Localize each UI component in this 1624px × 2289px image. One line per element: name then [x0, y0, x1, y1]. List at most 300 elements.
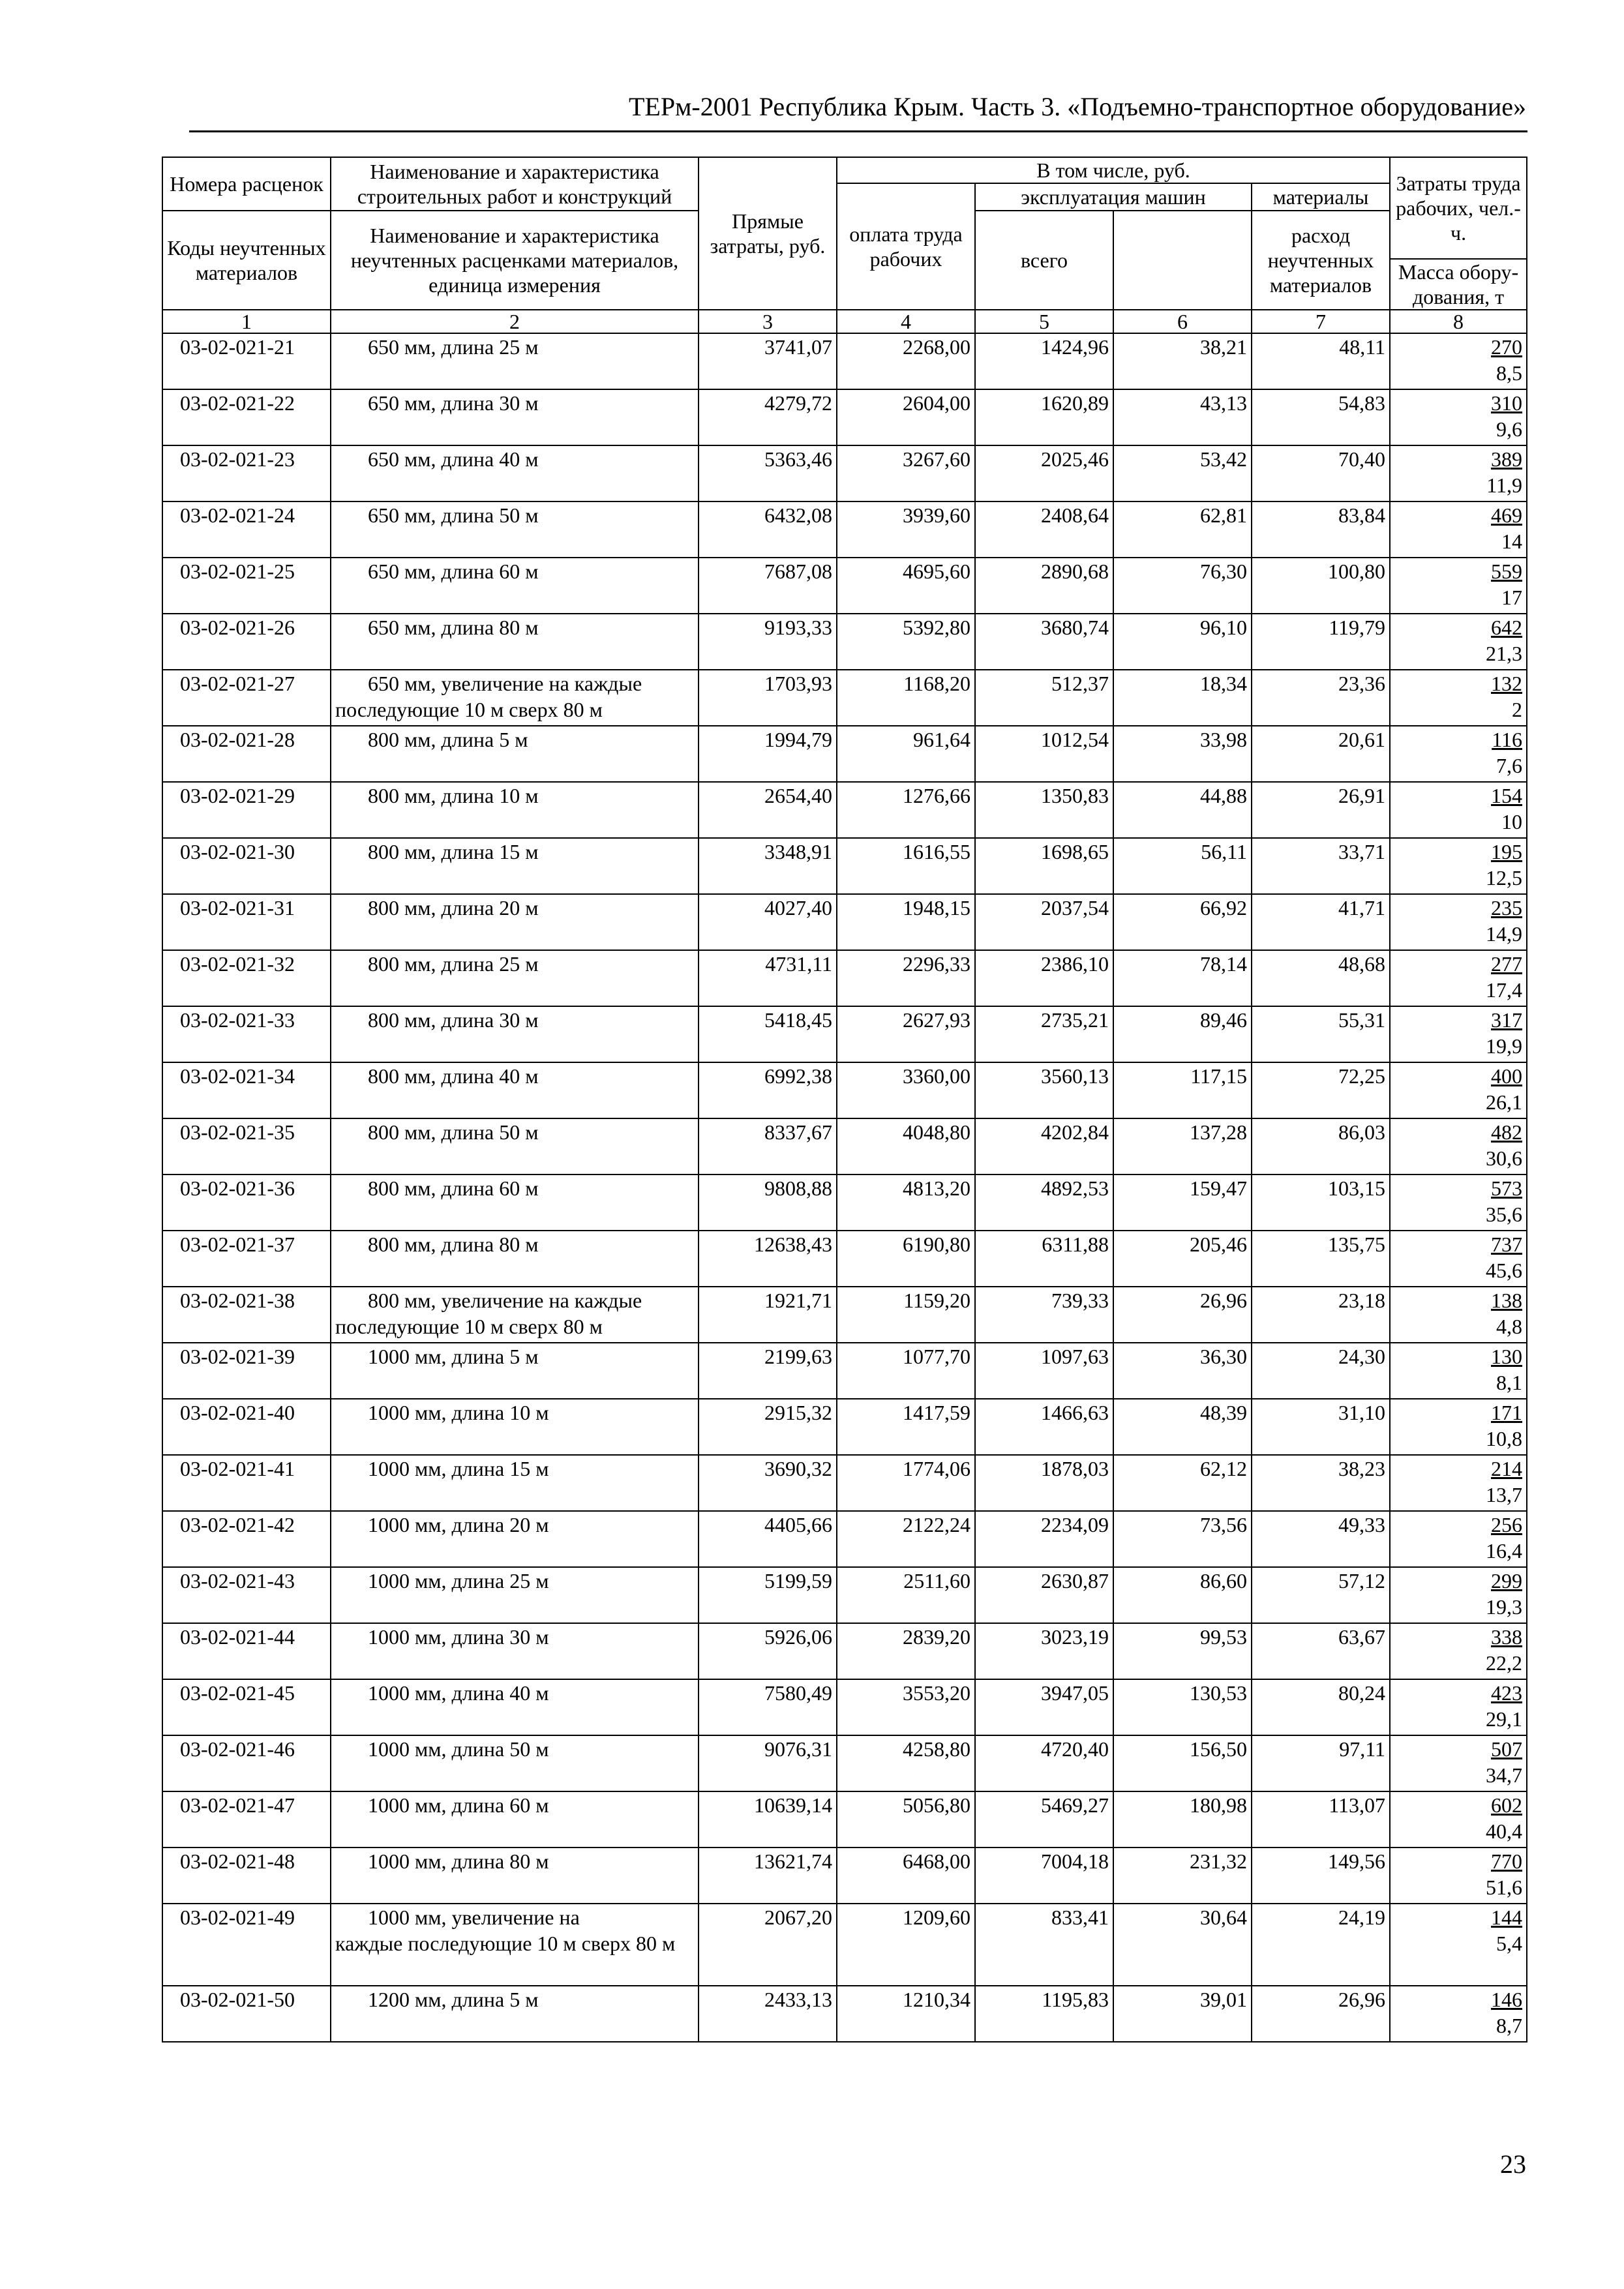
table-row	[162, 1343, 1527, 1399]
equipment-mass: 17	[1501, 586, 1523, 609]
worker-wages-cell: 1948,15	[837, 894, 975, 950]
worker-wages-cell: 2268,00	[837, 333, 975, 389]
rate-code: 03-02-021-41	[162, 1455, 331, 1511]
rate-code: 03-02-021-24	[162, 501, 331, 558]
worker-wages-cell: 3553,20	[837, 1679, 975, 1735]
machines-total-cell: 3560,13	[975, 1062, 1113, 1118]
column-numbers-row	[162, 310, 1527, 333]
equipment-mass: 12,5	[1486, 866, 1523, 890]
page-number: 23	[1500, 2149, 1526, 2179]
machines-total-cell: 1698,65	[975, 838, 1113, 894]
header-worker-wages: оплата труда рабочих	[837, 183, 975, 310]
materials-cell: 24,19	[1252, 1904, 1390, 1986]
worker-wages-cell: 3360,00	[837, 1062, 975, 1118]
equipment-mass: 10	[1501, 810, 1523, 833]
work-description-text: 800 мм, длина 20 м	[368, 896, 539, 920]
labor-mass-cell	[1390, 333, 1527, 389]
labor-hours: 132	[1491, 672, 1523, 695]
work-description	[331, 501, 699, 558]
table-row	[162, 1287, 1527, 1343]
labor-mass-cell	[1390, 894, 1527, 950]
work-description-text: 650 мм, увеличение на каждые	[368, 672, 642, 695]
labor-hours: 146	[1491, 1988, 1523, 2011]
direct-costs-cell: 8337,67	[699, 1118, 837, 1174]
labor-hours: 770	[1491, 1849, 1523, 1873]
machines-total-cell: 5469,27	[975, 1791, 1113, 1848]
labor-hours: 317	[1491, 1008, 1523, 1032]
machines-total-cell: 2890,68	[975, 558, 1113, 614]
machinist-wages-cell: 66,92	[1113, 894, 1252, 950]
work-description-text: 1000 мм, длина 5 м	[368, 1345, 539, 1368]
direct-costs-cell: 9808,88	[699, 1174, 837, 1231]
machinist-wages-cell: 76,30	[1113, 558, 1252, 614]
materials-cell: 119,79	[1252, 614, 1390, 670]
machines-total-cell: 1466,63	[975, 1399, 1113, 1455]
column-number: 7	[1252, 310, 1390, 333]
direct-costs-cell: 4405,66	[699, 1511, 837, 1567]
labor-mass-cell	[1390, 1679, 1527, 1735]
machinist-wages-cell: 180,98	[1113, 1791, 1252, 1848]
labor-mass-cell	[1390, 1904, 1527, 1986]
rate-code: 03-02-021-23	[162, 445, 331, 501]
work-description-text: 1000 мм, длина 60 м	[368, 1793, 549, 1817]
machinist-wages-cell: 159,47	[1113, 1174, 1252, 1231]
labor-hours: 310	[1491, 391, 1523, 415]
table-row	[162, 1399, 1527, 1455]
labor-mass-cell	[1390, 1174, 1527, 1231]
table-row	[162, 558, 1527, 614]
labor-mass-cell	[1390, 1986, 1527, 2042]
machines-total-cell: 4202,84	[975, 1118, 1113, 1174]
table-row	[162, 1006, 1527, 1062]
machines-total-cell: 1878,03	[975, 1455, 1113, 1511]
work-description	[331, 445, 699, 501]
labor-hours: 144	[1491, 1906, 1523, 1929]
labor-hours: 573	[1491, 1176, 1523, 1200]
table-row	[162, 1735, 1527, 1791]
rate-code: 03-02-021-34	[162, 1062, 331, 1118]
equipment-mass: 7,6	[1496, 754, 1523, 777]
equipment-mass: 29,1	[1486, 1707, 1523, 1731]
machines-total-cell: 2386,10	[975, 950, 1113, 1006]
worker-wages-cell: 1210,34	[837, 1986, 975, 2042]
materials-cell: 20,61	[1252, 726, 1390, 782]
work-description-text: 800 мм, длина 25 м	[368, 952, 539, 976]
labor-mass-cell	[1390, 1623, 1527, 1679]
labor-mass-cell	[1390, 558, 1527, 614]
materials-cell: 54,83	[1252, 389, 1390, 445]
labor-mass-cell	[1390, 1455, 1527, 1511]
work-description-text: 800 мм, длина 80 м	[368, 1233, 539, 1256]
machinist-wages-cell: 33,98	[1113, 726, 1252, 782]
work-description	[331, 1062, 699, 1118]
labor-mass-cell	[1390, 1791, 1527, 1848]
materials-cell: 24,30	[1252, 1343, 1390, 1399]
equipment-mass: 22,2	[1486, 1651, 1523, 1675]
equipment-mass: 8,7	[1496, 2014, 1523, 2037]
direct-costs-cell: 6992,38	[699, 1062, 837, 1118]
work-description-continuation: последующие 10 м сверх 80 м	[335, 698, 603, 721]
worker-wages-cell: 1077,70	[837, 1343, 975, 1399]
materials-cell: 86,03	[1252, 1118, 1390, 1174]
materials-cell: 57,12	[1252, 1567, 1390, 1623]
materials-cell: 70,40	[1252, 445, 1390, 501]
materials-cell: 41,71	[1252, 894, 1390, 950]
worker-wages-cell: 3939,60	[837, 501, 975, 558]
direct-costs-cell: 7580,49	[699, 1679, 837, 1735]
work-description-text: 800 мм, увеличение на каждые	[368, 1289, 642, 1312]
rate-code: 03-02-021-44	[162, 1623, 331, 1679]
running-header: ТЕРм-2001 Республика Крым. Часть 3. «Подъемно-транспортное оборудование»	[628, 92, 1526, 121]
machines-total-cell: 3947,05	[975, 1679, 1113, 1735]
header-work-name: Наименование и характеристика строительных работ и конструкций	[331, 157, 699, 211]
work-description	[331, 1511, 699, 1567]
table-row	[162, 501, 1527, 558]
rate-code: 03-02-021-46	[162, 1735, 331, 1791]
work-description-text: 650 мм, длина 50 м	[368, 503, 539, 527]
direct-costs-cell: 3741,07	[699, 333, 837, 389]
labor-mass-cell	[1390, 1287, 1527, 1343]
labor-hours: 299	[1491, 1569, 1523, 1593]
work-description	[331, 614, 699, 670]
equipment-mass: 26,1	[1486, 1090, 1523, 1114]
work-description-text: 650 мм, длина 60 м	[368, 560, 539, 583]
table-row	[162, 1623, 1527, 1679]
labor-hours: 195	[1491, 840, 1523, 863]
table-row	[162, 1511, 1527, 1567]
machines-total-cell: 1620,89	[975, 389, 1113, 445]
labor-mass-cell	[1390, 501, 1527, 558]
worker-wages-cell: 1159,20	[837, 1287, 975, 1343]
table-row	[162, 726, 1527, 782]
machinist-wages-cell: 43,13	[1113, 389, 1252, 445]
worker-wages-cell: 961,64	[837, 726, 975, 782]
labor-mass-cell	[1390, 950, 1527, 1006]
work-description	[331, 1848, 699, 1904]
machinist-wages-cell: 36,30	[1113, 1343, 1252, 1399]
rate-code: 03-02-021-50	[162, 1986, 331, 2042]
direct-costs-cell: 5926,06	[699, 1623, 837, 1679]
machinist-wages-cell: 18,34	[1113, 670, 1252, 726]
labor-hours: 482	[1491, 1120, 1523, 1144]
materials-cell: 80,24	[1252, 1679, 1390, 1735]
labor-hours: 338	[1491, 1625, 1523, 1649]
labor-hours: 469	[1491, 503, 1523, 527]
rate-code: 03-02-021-31	[162, 894, 331, 950]
column-number: 1	[162, 310, 331, 333]
header-material-codes: Коды неучтенных материалов	[162, 211, 331, 310]
rate-code: 03-02-021-29	[162, 782, 331, 838]
table-row	[162, 1848, 1527, 1904]
table-row	[162, 1118, 1527, 1174]
machines-total-cell: 4892,53	[975, 1174, 1113, 1231]
price-table	[162, 157, 1527, 2042]
header-rule	[189, 130, 1527, 132]
rate-code: 03-02-021-26	[162, 614, 331, 670]
direct-costs-cell: 13621,74	[699, 1848, 837, 1904]
labor-mass-cell	[1390, 1567, 1527, 1623]
rate-code: 03-02-021-33	[162, 1006, 331, 1062]
rate-code: 03-02-021-49	[162, 1904, 331, 1986]
machinist-wages-cell: 231,32	[1113, 1848, 1252, 1904]
work-description-text: 800 мм, длина 30 м	[368, 1008, 539, 1032]
work-description-text: 1000 мм, длина 15 м	[368, 1457, 549, 1480]
machines-total-cell: 2025,46	[975, 445, 1113, 501]
work-description	[331, 1679, 699, 1735]
work-description-text: 1000 мм, длина 30 м	[368, 1625, 549, 1649]
work-description	[331, 838, 699, 894]
equipment-mass: 8,1	[1496, 1371, 1523, 1394]
materials-cell: 63,67	[1252, 1623, 1390, 1679]
materials-cell: 100,80	[1252, 558, 1390, 614]
machines-total-cell: 3680,74	[975, 614, 1113, 670]
labor-mass-cell	[1390, 1735, 1527, 1791]
materials-cell: 31,10	[1252, 1399, 1390, 1455]
direct-costs-cell: 1994,79	[699, 726, 837, 782]
direct-costs-cell: 6432,08	[699, 501, 837, 558]
labor-mass-cell	[1390, 1231, 1527, 1287]
machinist-wages-cell: 137,28	[1113, 1118, 1252, 1174]
header-machines-total: всего	[975, 211, 1113, 310]
labor-hours: 602	[1491, 1793, 1523, 1817]
header-machine-operation: эксплуатация машин	[975, 183, 1252, 211]
machinist-wages-cell: 205,46	[1113, 1231, 1252, 1287]
machinist-wages-cell: 89,46	[1113, 1006, 1252, 1062]
work-description	[331, 389, 699, 445]
work-description	[331, 1904, 699, 1986]
machinist-wages-cell: 62,81	[1113, 501, 1252, 558]
worker-wages-cell: 1276,66	[837, 782, 975, 838]
direct-costs-cell: 10639,14	[699, 1791, 837, 1848]
table-row	[162, 894, 1527, 950]
column-number: 5	[975, 310, 1113, 333]
table-row	[162, 670, 1527, 726]
rate-code: 03-02-021-39	[162, 1343, 331, 1399]
worker-wages-cell: 4695,60	[837, 558, 975, 614]
rate-code: 03-02-021-35	[162, 1118, 331, 1174]
labor-mass-cell	[1390, 1511, 1527, 1567]
materials-cell: 26,96	[1252, 1986, 1390, 2042]
machines-total-cell: 1350,83	[975, 782, 1113, 838]
header-labor-costs: Затраты труда рабочих, чел.-ч.	[1390, 157, 1527, 259]
worker-wages-cell: 2122,24	[837, 1511, 975, 1567]
equipment-mass: 10,8	[1486, 1427, 1523, 1450]
table-row	[162, 445, 1527, 501]
work-description	[331, 1006, 699, 1062]
table-row	[162, 333, 1527, 389]
labor-hours: 559	[1491, 560, 1523, 583]
rate-code: 03-02-021-37	[162, 1231, 331, 1287]
equipment-mass: 35,6	[1486, 1203, 1523, 1226]
direct-costs-cell: 7687,08	[699, 558, 837, 614]
work-description-text: 800 мм, длина 40 м	[368, 1064, 539, 1088]
machines-total-cell: 833,41	[975, 1904, 1113, 1986]
machines-total-cell: 6311,88	[975, 1231, 1113, 1287]
work-description	[331, 782, 699, 838]
machines-total-cell: 1424,96	[975, 333, 1113, 389]
work-description-continuation: каждые последующие 10 м сверх 80 м	[335, 1932, 676, 1955]
header-including: В том числе, руб.	[837, 157, 1390, 183]
machines-total-cell: 512,37	[975, 670, 1113, 726]
worker-wages-cell: 2511,60	[837, 1567, 975, 1623]
rate-code: 03-02-021-22	[162, 389, 331, 445]
machinist-wages-cell: 86,60	[1113, 1567, 1252, 1623]
table-row	[162, 1679, 1527, 1735]
header-equipment-mass: Масса обору-дования, т	[1390, 259, 1527, 310]
labor-hours: 138	[1491, 1289, 1523, 1312]
equipment-mass: 45,6	[1486, 1259, 1523, 1282]
direct-costs-cell: 3348,91	[699, 838, 837, 894]
equipment-mass: 30,6	[1486, 1146, 1523, 1170]
materials-cell: 48,11	[1252, 333, 1390, 389]
equipment-mass: 9,6	[1496, 417, 1523, 441]
labor-mass-cell	[1390, 782, 1527, 838]
work-description	[331, 894, 699, 950]
machinist-wages-cell: 38,21	[1113, 333, 1252, 389]
direct-costs-cell: 4731,11	[699, 950, 837, 1006]
labor-hours: 389	[1491, 447, 1523, 471]
labor-hours: 642	[1491, 616, 1523, 639]
rate-code: 03-02-021-48	[162, 1848, 331, 1904]
column-number: 8	[1390, 310, 1527, 333]
work-description-text: 800 мм, длина 15 м	[368, 840, 539, 863]
machines-total-cell: 2037,54	[975, 894, 1113, 950]
machines-total-cell: 2630,87	[975, 1567, 1113, 1623]
labor-mass-cell	[1390, 389, 1527, 445]
equipment-mass: 2	[1512, 698, 1523, 721]
machines-total-cell: 2234,09	[975, 1511, 1113, 1567]
machinist-wages-cell: 156,50	[1113, 1735, 1252, 1791]
table-row	[162, 782, 1527, 838]
machines-total-cell: 1012,54	[975, 726, 1113, 782]
equipment-mass: 5,4	[1496, 1932, 1523, 1955]
rate-code: 03-02-021-45	[162, 1679, 331, 1735]
work-description-text: 650 мм, длина 30 м	[368, 391, 539, 415]
labor-hours: 277	[1491, 952, 1523, 976]
materials-cell: 135,75	[1252, 1231, 1390, 1287]
column-number: 2	[331, 310, 699, 333]
work-description-text: 1000 мм, увеличение на	[368, 1906, 580, 1929]
machinist-wages-cell: 78,14	[1113, 950, 1252, 1006]
labor-hours: 154	[1491, 784, 1523, 807]
direct-costs-cell: 2067,20	[699, 1904, 837, 1986]
machinist-wages-cell: 26,96	[1113, 1287, 1252, 1343]
equipment-mass: 40,4	[1486, 1819, 1523, 1843]
labor-hours: 737	[1491, 1233, 1523, 1256]
machinist-wages-cell: 99,53	[1113, 1623, 1252, 1679]
work-description	[331, 1174, 699, 1231]
labor-hours: 270	[1491, 335, 1523, 359]
work-description-text: 800 мм, длина 5 м	[368, 728, 528, 751]
labor-mass-cell	[1390, 614, 1527, 670]
machines-total-cell: 7004,18	[975, 1848, 1113, 1904]
direct-costs-cell: 5199,59	[699, 1567, 837, 1623]
worker-wages-cell: 4258,80	[837, 1735, 975, 1791]
header-direct-costs: Прямые затраты, руб.	[699, 157, 837, 310]
work-description	[331, 1623, 699, 1679]
labor-mass-cell	[1390, 670, 1527, 726]
work-description	[331, 1287, 699, 1343]
materials-cell: 83,84	[1252, 501, 1390, 558]
rate-code: 03-02-021-40	[162, 1399, 331, 1455]
equipment-mass: 14,9	[1486, 922, 1523, 946]
direct-costs-cell: 12638,43	[699, 1231, 837, 1287]
materials-cell: 97,11	[1252, 1735, 1390, 1791]
equipment-mass: 17,4	[1486, 978, 1523, 1002]
work-description	[331, 333, 699, 389]
work-description-text: 1000 мм, длина 10 м	[368, 1401, 549, 1424]
labor-hours: 171	[1491, 1401, 1523, 1424]
labor-mass-cell	[1390, 1062, 1527, 1118]
work-description	[331, 558, 699, 614]
materials-cell: 38,23	[1252, 1455, 1390, 1511]
machinist-wages-cell: 130,53	[1113, 1679, 1252, 1735]
machines-total-cell: 1097,63	[975, 1343, 1113, 1399]
equipment-mass: 16,4	[1486, 1539, 1523, 1563]
worker-wages-cell: 3267,60	[837, 445, 975, 501]
worker-wages-cell: 2627,93	[837, 1006, 975, 1062]
equipment-mass: 19,3	[1486, 1595, 1523, 1619]
work-description	[331, 1118, 699, 1174]
labor-mass-cell	[1390, 1343, 1527, 1399]
materials-cell: 113,07	[1252, 1791, 1390, 1848]
labor-mass-cell	[1390, 1006, 1527, 1062]
labor-hours: 235	[1491, 896, 1523, 920]
machinist-wages-cell: 62,12	[1113, 1455, 1252, 1511]
worker-wages-cell: 1417,59	[837, 1399, 975, 1455]
labor-hours: 116	[1492, 728, 1523, 751]
materials-cell: 26,91	[1252, 782, 1390, 838]
table-header	[162, 157, 1527, 333]
table-row	[162, 1062, 1527, 1118]
direct-costs-cell: 3690,32	[699, 1455, 837, 1511]
direct-costs-cell: 9076,31	[699, 1735, 837, 1791]
work-description	[331, 1399, 699, 1455]
machinist-wages-cell: 53,42	[1113, 445, 1252, 501]
work-description	[331, 1231, 699, 1287]
direct-costs-cell: 2433,13	[699, 1986, 837, 2042]
column-number: 6	[1113, 310, 1252, 333]
materials-cell: 149,56	[1252, 1848, 1390, 1904]
table-row	[162, 950, 1527, 1006]
labor-mass-cell	[1390, 1118, 1527, 1174]
header-materials: материалы	[1252, 183, 1390, 211]
rate-code: 03-02-021-25	[162, 558, 331, 614]
table-row	[162, 1791, 1527, 1848]
worker-wages-cell: 1209,60	[837, 1904, 975, 1986]
labor-hours: 507	[1491, 1737, 1523, 1761]
machines-total-cell: 3023,19	[975, 1623, 1113, 1679]
labor-mass-cell	[1390, 726, 1527, 782]
work-description-text: 1000 мм, длина 25 м	[368, 1569, 549, 1593]
machinist-wages-cell: 48,39	[1113, 1399, 1252, 1455]
labor-hours: 256	[1491, 1513, 1523, 1536]
rate-code: 03-02-021-36	[162, 1174, 331, 1231]
direct-costs-cell: 4279,72	[699, 389, 837, 445]
worker-wages-cell: 5392,80	[837, 614, 975, 670]
table-row	[162, 1986, 1527, 2042]
work-description	[331, 1455, 699, 1511]
labor-mass-cell	[1390, 1399, 1527, 1455]
equipment-mass: 19,9	[1486, 1034, 1523, 1058]
labor-hours: 423	[1491, 1681, 1523, 1705]
equipment-mass: 8,5	[1496, 361, 1523, 385]
table-row	[162, 1567, 1527, 1623]
labor-mass-cell	[1390, 445, 1527, 501]
table-row	[162, 1904, 1527, 1986]
work-description	[331, 1567, 699, 1623]
work-description	[331, 726, 699, 782]
